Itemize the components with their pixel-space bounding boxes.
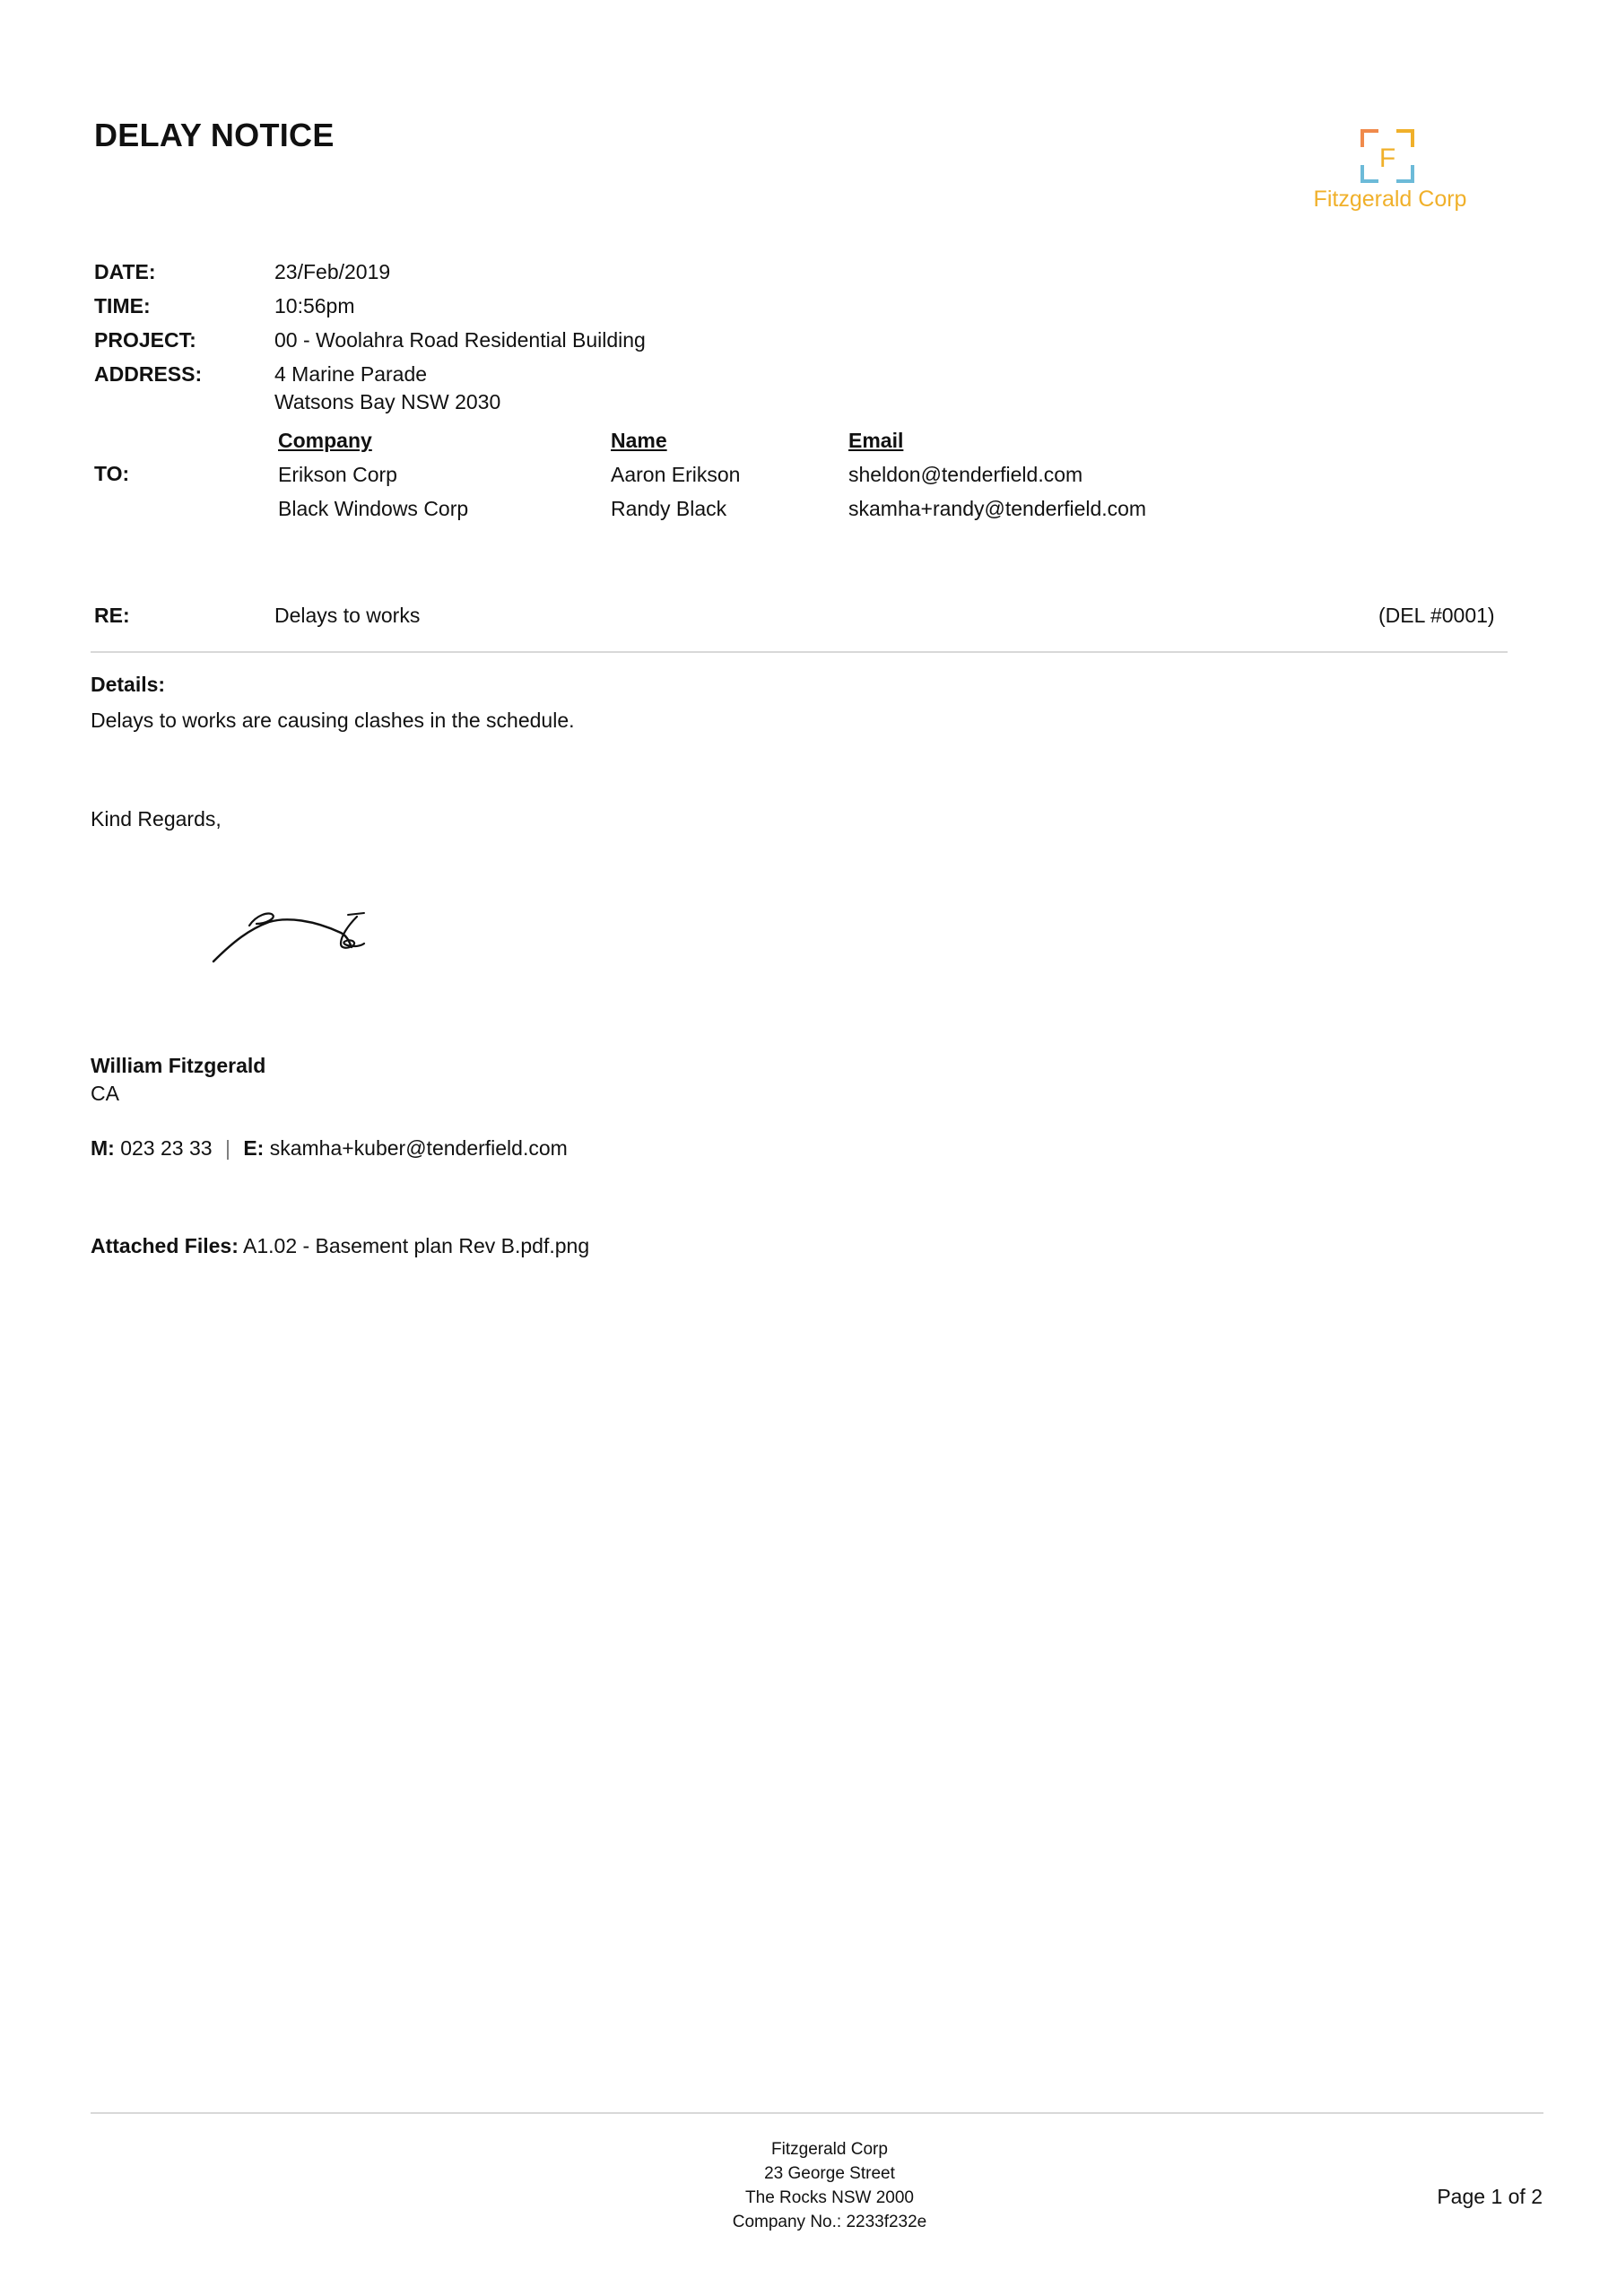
sender-title: CA <box>91 1082 119 1105</box>
recipient-company: Black Windows Corp <box>278 497 469 520</box>
company-logo <box>1291 124 1489 222</box>
recipient-name: Aaron Erikson <box>611 463 741 486</box>
re-value: Delays to works <box>274 604 421 627</box>
contact-line <box>91 1136 568 1161</box>
address-line-1: 4 Marine Parade <box>274 362 428 386</box>
email-label: E: <box>243 1136 265 1160</box>
sender-email[interactable]: skamha+kuber@tenderfield.com <box>269 1136 568 1160</box>
page-number: Page 1 of 2 <box>1437 2185 1543 2208</box>
name-header: Name <box>611 429 667 452</box>
signature-image <box>206 897 386 978</box>
recipient-email: sheldon@tenderfield.com <box>848 463 1083 486</box>
document-title: DELAY NOTICE <box>94 117 335 153</box>
details-label: Details: <box>91 673 166 696</box>
project-label: PROJECT: <box>94 328 196 352</box>
recipient-company: Erikson Corp <box>278 463 397 486</box>
to-label: TO: <box>94 462 130 485</box>
attachment-file-link[interactable]: A1.02 - Basement plan Rev B.pdf.png <box>243 1234 590 1257</box>
section-divider <box>91 651 1508 653</box>
sender-name: William Fitzgerald <box>91 1054 266 1077</box>
footer-street: 23 George Street <box>764 2164 895 2183</box>
recipient-email: skamha+randy@tenderfield.com <box>848 497 1147 520</box>
logo-text: Fitzgerald Corp <box>1313 187 1467 212</box>
project-value: 00 - Woolahra Road Residential Building <box>274 328 646 352</box>
logo-mark-icon <box>1359 127 1416 185</box>
footer-address <box>628 2137 1031 2234</box>
footer-company: Fitzgerald Corp <box>771 2140 888 2159</box>
company-header: Company <box>278 429 372 452</box>
date-value: 23/Feb/2019 <box>274 260 391 283</box>
closing-regards: Kind Regards, <box>91 807 222 831</box>
address-label: ADDRESS: <box>94 362 203 386</box>
time-label: TIME: <box>94 294 151 317</box>
date-label: DATE: <box>94 260 156 283</box>
footer-city: The Rocks NSW 2000 <box>745 2188 914 2207</box>
mobile-value: 023 23 33 <box>120 1136 213 1160</box>
mobile-label: M: <box>91 1136 115 1160</box>
address-line-2: Watsons Bay NSW 2030 <box>274 390 501 413</box>
footer-divider <box>91 2112 1543 2114</box>
reference-number: (DEL #0001) <box>1378 604 1495 627</box>
attachments-line <box>91 1234 589 1258</box>
logo-letter: F <box>1378 144 1396 173</box>
contact-separator: | <box>224 1136 230 1160</box>
details-text: Delays to works are causing clashes in the schedule. <box>91 709 575 732</box>
footer-company-number: Company No.: 2233f232e <box>732 2213 927 2231</box>
time-value: 10:56pm <box>274 294 355 317</box>
re-label: RE: <box>94 604 130 627</box>
attachments-label: Attached Files: <box>91 1234 239 1257</box>
email-header: Email <box>848 429 904 452</box>
recipient-name: Randy Black <box>611 497 727 520</box>
